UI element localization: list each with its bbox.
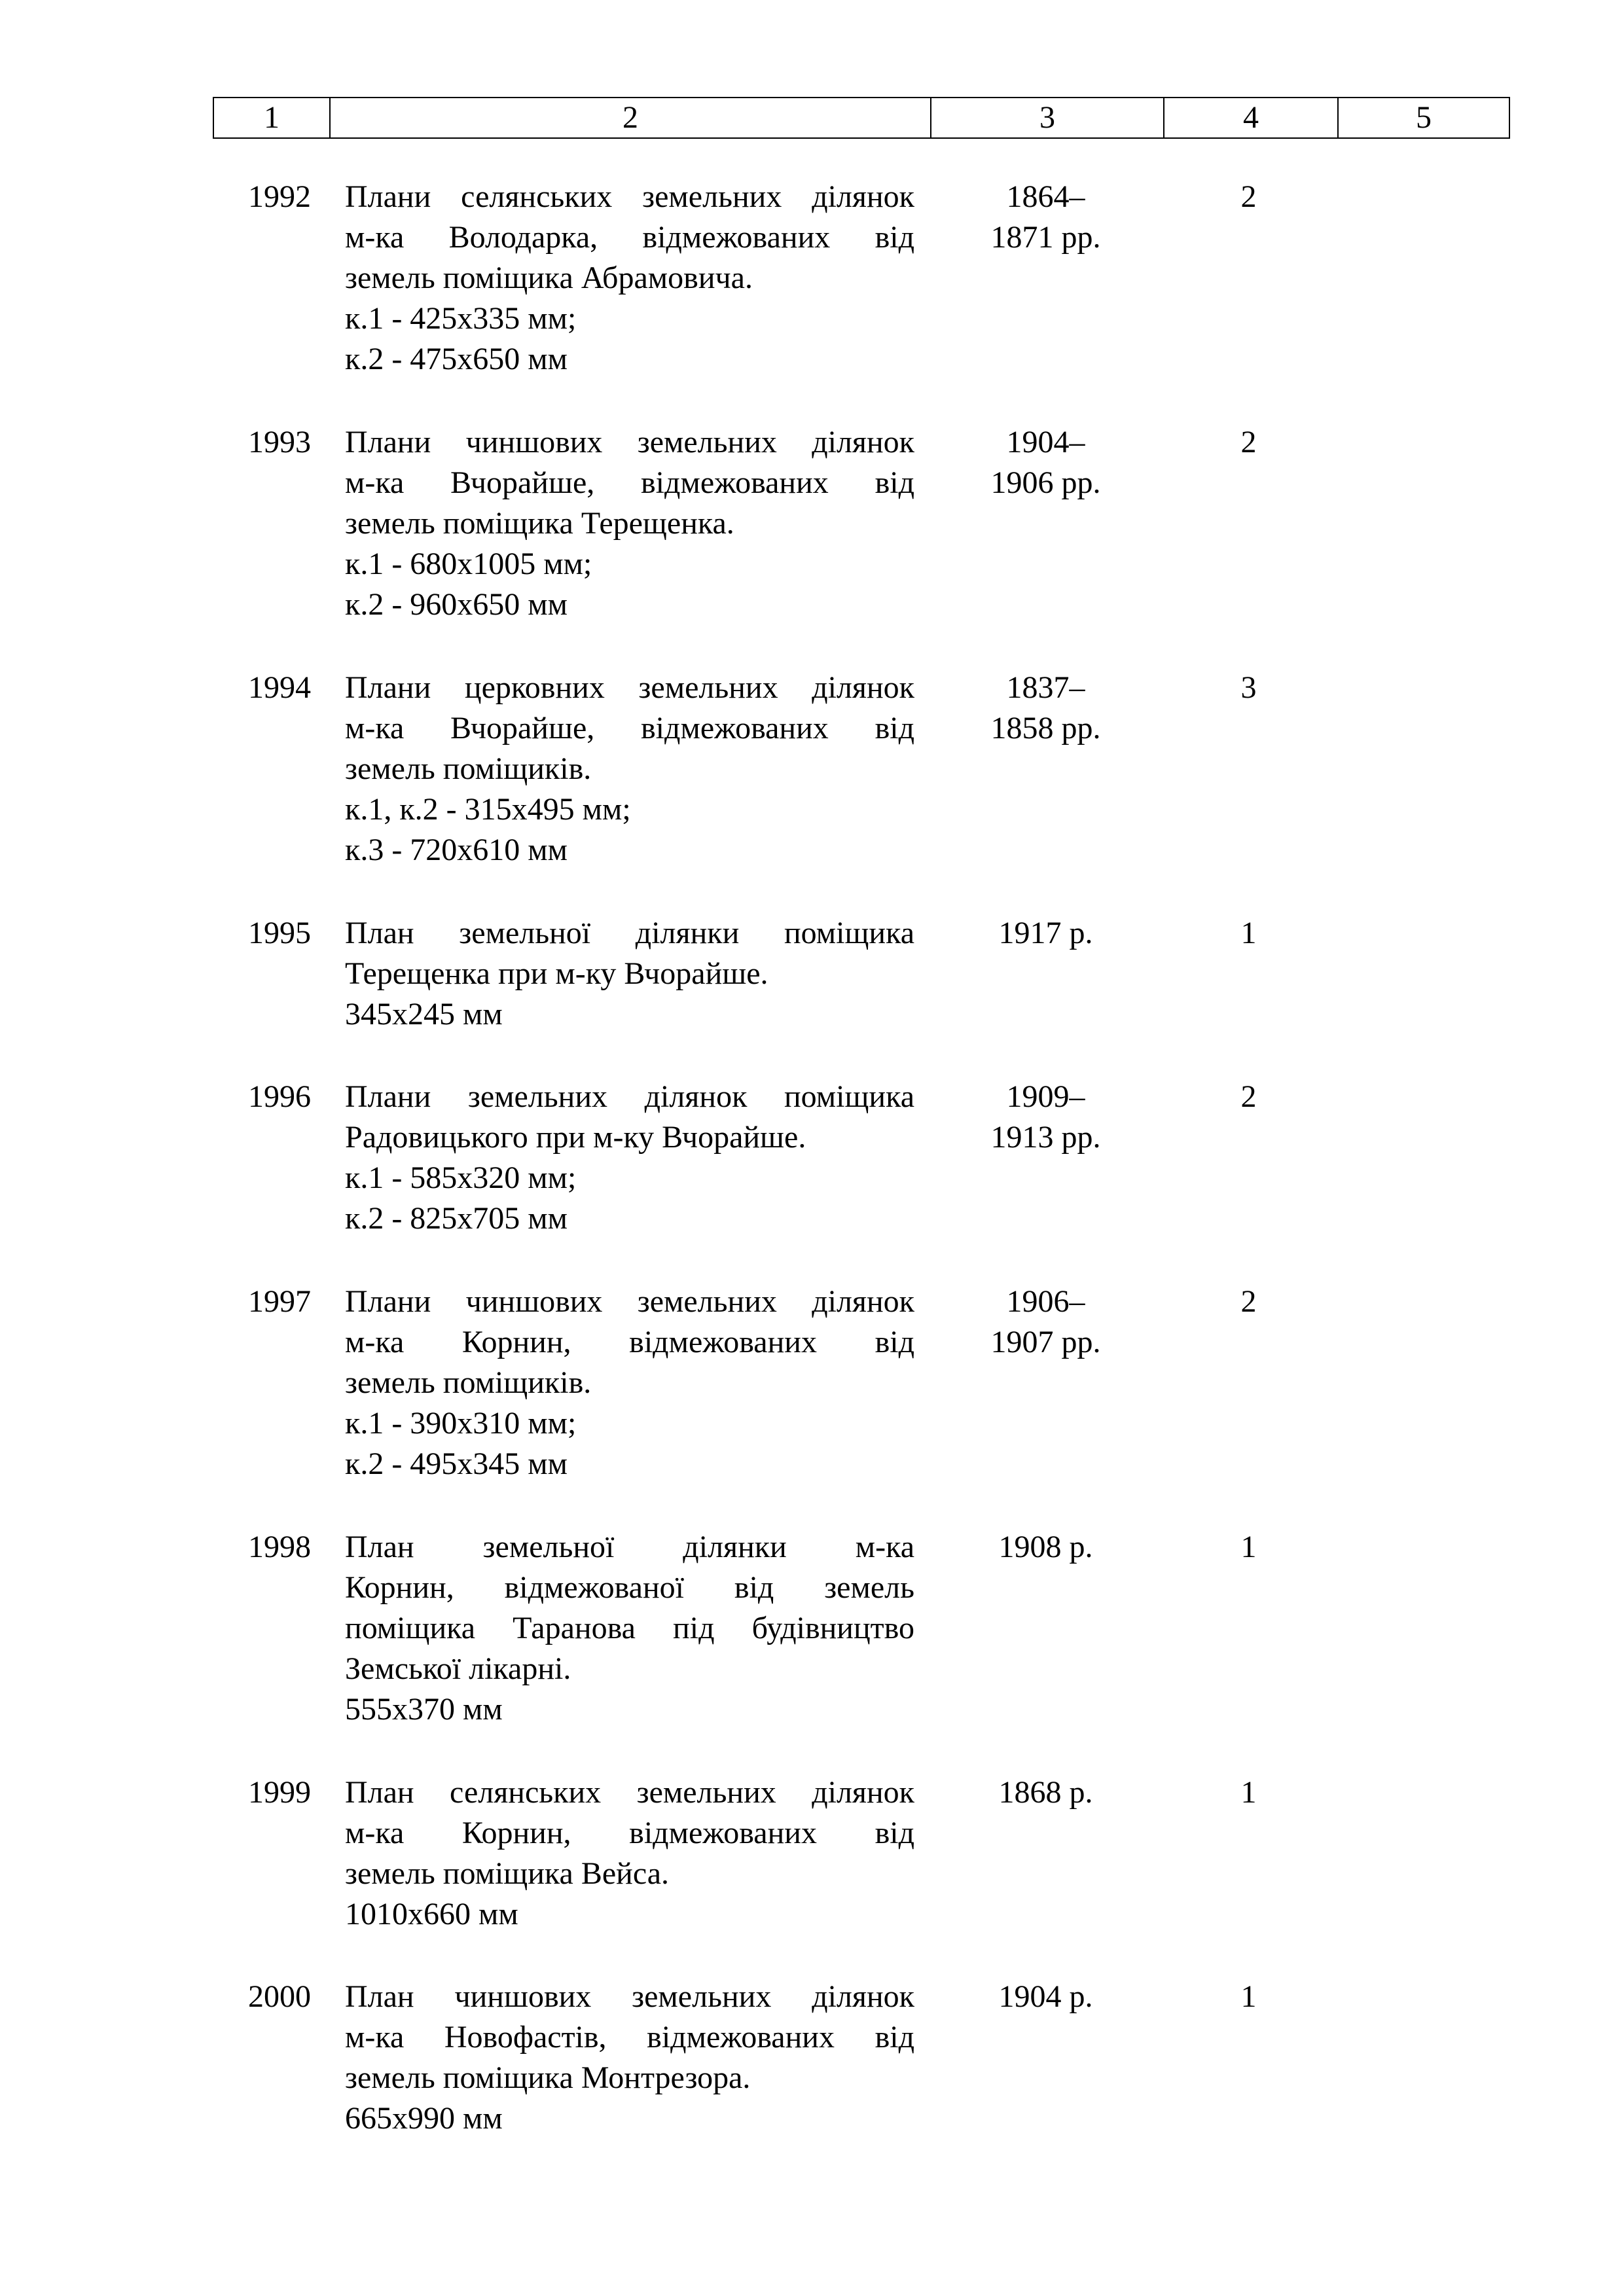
entry-description	[345, 913, 914, 1035]
description-line: м-ка Новофастів, відмежованих від	[345, 2020, 914, 2054]
entry-description	[345, 668, 914, 870]
entry-dates	[929, 1282, 1162, 1363]
sheet-count: 2	[1240, 425, 1257, 459]
sheet-count: 2	[1240, 1079, 1257, 1114]
sheet-size: 665х990 мм	[345, 2101, 503, 2136]
description-line: План земельної ділянки м-ка	[345, 1530, 914, 1564]
date-line: 1909–	[1006, 1079, 1085, 1114]
description-line: Земської лікарні.	[345, 1651, 571, 1686]
description-line: земель поміщика Терещенка.	[345, 506, 734, 541]
description-line: План селянських земельних ділянок	[345, 1775, 914, 1810]
sheet-size: к.2 - 495х345 мм	[345, 1446, 568, 1481]
description-line: м-ка Корнин, відмежованих від	[345, 1816, 914, 1850]
header-col-1: 1	[213, 98, 330, 138]
description-line: Плани церковних земельних ділянок	[345, 670, 914, 705]
entry-dates	[929, 1772, 1162, 1813]
description-line: м-ка Володарка, відмежованих від	[345, 220, 914, 255]
entry-dates	[929, 913, 1162, 954]
sheet-count: 3	[1240, 670, 1257, 705]
sheet-count: 1	[1240, 916, 1257, 950]
sheet-count: 1	[1240, 1775, 1257, 1810]
date-line: 1858 рр.	[990, 711, 1101, 745]
description-line: Терещенка при м-ку Вчорайше.	[345, 956, 768, 991]
entry-dates	[929, 1527, 1162, 1568]
entry-dates	[929, 1977, 1162, 2017]
description-line: земель поміщика Монтрезора.	[345, 2060, 751, 2095]
date-line: 1917 р.	[998, 916, 1093, 950]
sheet-count: 1	[1240, 1530, 1257, 1564]
sheet-count: 2	[1240, 179, 1257, 214]
sheet-size: к.2 - 960х650 мм	[345, 587, 568, 622]
entry-number: 1997	[248, 1284, 311, 1319]
date-line: 1907 рр.	[990, 1325, 1101, 1359]
entry-number: 1993	[248, 425, 311, 459]
sheet-size: к.3 - 720х610 мм	[345, 833, 568, 867]
entry-number: 1996	[248, 1079, 311, 1114]
description-line: Плани земельних ділянок поміщика	[345, 1079, 914, 1114]
header-col-3: 3	[931, 98, 1164, 138]
header-col-2: 2	[330, 98, 931, 138]
date-line: 1864–	[1006, 179, 1085, 214]
date-line: 1868 р.	[998, 1775, 1093, 1810]
entry-number: 1994	[248, 670, 311, 705]
description-line: Радовицького при м-ку Вчорайше.	[345, 1120, 806, 1155]
entry-dates	[929, 1077, 1162, 1158]
date-line: 1908 р.	[998, 1530, 1093, 1564]
entry-number: 1995	[248, 916, 311, 950]
sheet-size: 1010х660 мм	[345, 1897, 518, 1931]
date-line: 1913 рр.	[990, 1120, 1101, 1155]
sheet-count: 1	[1240, 1979, 1257, 2014]
entry-description	[345, 177, 914, 380]
entry-number: 1992	[248, 179, 311, 214]
entry-dates	[929, 177, 1162, 258]
entry-number: 2000	[248, 1979, 311, 2014]
description-line: земель поміщика Вейса.	[345, 1856, 670, 1891]
description-line: поміщика Таранова під будівництво	[345, 1611, 914, 1645]
sheet-size: к.1 - 425х335 мм;	[345, 301, 577, 336]
description-line: земель поміщиків.	[345, 751, 592, 786]
entry-number: 1998	[248, 1530, 311, 1564]
entry-dates	[929, 668, 1162, 749]
sheet-size: к.1 - 390х310 мм;	[345, 1406, 577, 1441]
date-line: 1837–	[1006, 670, 1085, 705]
sheet-size: к.2 - 825х705 мм	[345, 1201, 568, 1236]
sheet-size: 345х245 мм	[345, 997, 503, 1031]
description-line: м-ка Вчорайше, відмежованих від	[345, 465, 914, 500]
description-line: Корнин, відмежованої від земель	[345, 1570, 914, 1605]
date-line: 1904–	[1006, 425, 1085, 459]
entry-description	[345, 1977, 914, 2139]
description-line: Плани чиншових земельних ділянок	[345, 1284, 914, 1319]
entry-description	[345, 1282, 914, 1484]
header-col-4: 4	[1164, 98, 1338, 138]
entry-number: 1999	[248, 1775, 311, 1810]
sheet-size: к.1, к.2 - 315х495 мм;	[345, 792, 631, 827]
date-line: 1904 р.	[998, 1979, 1093, 2014]
description-line: м-ка Корнин, відмежованих від	[345, 1325, 914, 1359]
entry-description	[345, 1772, 914, 1935]
sheet-size: к.1 - 680х1005 мм;	[345, 547, 592, 581]
description-line: Плани селянських земельних ділянок	[345, 179, 914, 214]
description-line: земель поміщика Абрамовича.	[345, 260, 753, 295]
date-line: 1871 рр.	[990, 220, 1101, 255]
sheet-count: 2	[1240, 1284, 1257, 1319]
description-line: м-ка Вчорайше, відмежованих від	[345, 711, 914, 745]
date-line: 1906–	[1006, 1284, 1085, 1319]
date-line: 1906 рр.	[990, 465, 1101, 500]
description-line: План чиншових земельних ділянок	[345, 1979, 914, 2014]
entry-dates	[929, 422, 1162, 503]
description-line: земель поміщиків.	[345, 1365, 592, 1400]
entry-description	[345, 422, 914, 625]
sheet-size: к.2 - 475х650 мм	[345, 342, 568, 376]
entry-description	[345, 1527, 914, 1730]
description-line: План земельної ділянки поміщика	[345, 916, 914, 950]
header-col-5: 5	[1338, 98, 1509, 138]
description-line: Плани чиншових земельних ділянок	[345, 425, 914, 459]
entry-description	[345, 1077, 914, 1239]
sheet-size: к.1 - 585х320 мм;	[345, 1160, 577, 1195]
sheet-size: 555х370 мм	[345, 1692, 503, 1727]
